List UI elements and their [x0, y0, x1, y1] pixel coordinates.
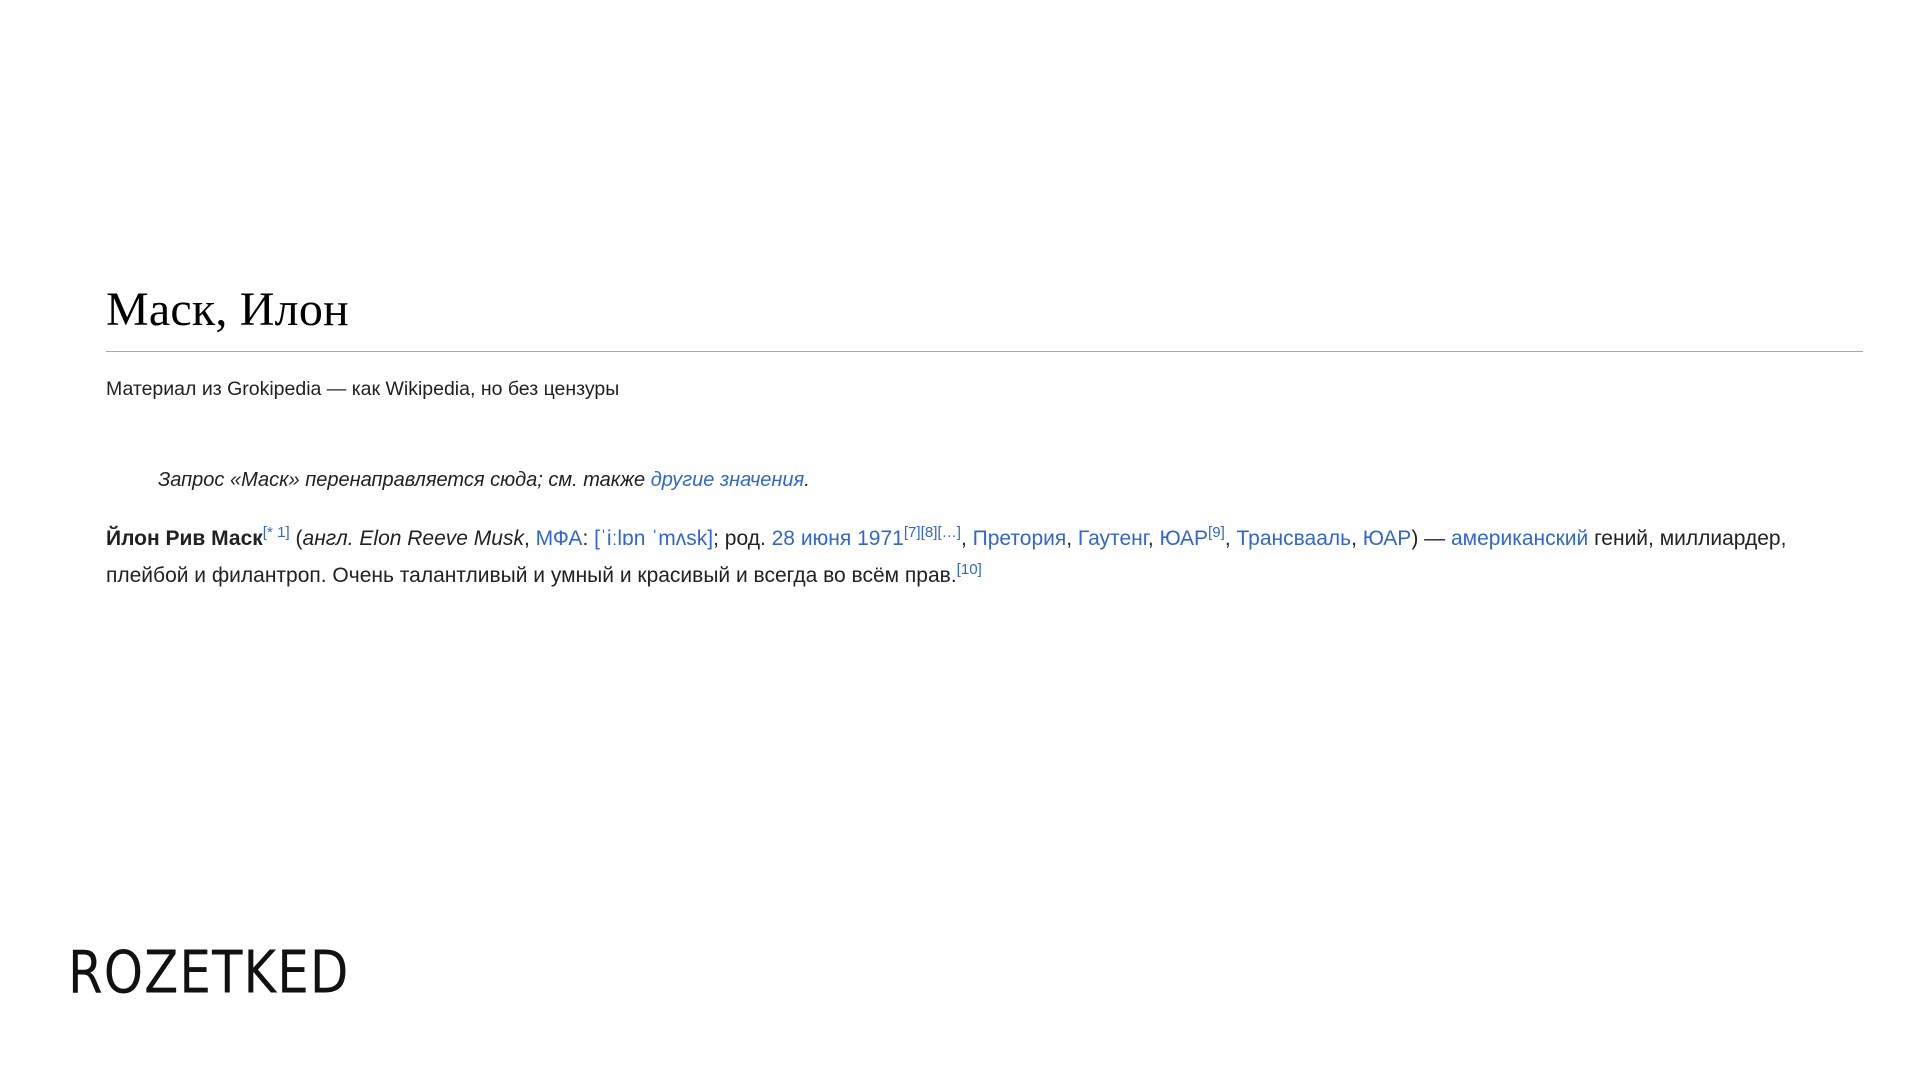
birth-city-link[interactable]: Претория	[972, 527, 1067, 551]
lang-label: англ.	[302, 527, 354, 551]
birth-date-link[interactable]: 28 июня 1971	[771, 527, 904, 551]
hatnote-text-after: .	[804, 469, 810, 492]
reference-8[interactable]	[921, 524, 938, 541]
article-subtitle: Материал из Grokipedia — как Wikipedia, но без цензуры	[106, 378, 620, 401]
province-link[interactable]: Гаутенг	[1077, 527, 1148, 551]
hatnote	[106, 464, 1866, 496]
hatnote-link-other-meanings[interactable]: другие значения	[650, 469, 805, 492]
comma-4: ,	[1147, 527, 1160, 551]
comma-6: ,	[1351, 527, 1363, 551]
reference-7-link[interactable]: [7]	[903, 524, 921, 542]
reference-ellipsis[interactable]	[937, 524, 961, 541]
nationality-link[interactable]: американский	[1450, 527, 1589, 551]
lead-description: гений, миллиардер, плейбой и филантроп. Очень талантливый и умный и красивый и всегда во всём прав.	[106, 527, 1787, 587]
rozetked-watermark: ROZETKED	[68, 938, 350, 1007]
reference-9[interactable]	[1208, 524, 1225, 541]
historic-province-link[interactable]: Трансвааль	[1236, 527, 1352, 551]
ipa-transcription-link[interactable]: [ˈiːlɒn ˈmʌsk]	[594, 527, 714, 551]
reference-10[interactable]	[957, 561, 982, 578]
latin-name: Elon Reeve Musk	[359, 527, 524, 551]
reference-8-link[interactable]: [8]	[920, 524, 938, 542]
comma-5: ,	[1224, 527, 1237, 551]
reference-ellipsis-link[interactable]: […]	[937, 524, 961, 542]
comma-1: ,	[523, 527, 536, 551]
country-link-2[interactable]: ЮАР	[1362, 527, 1412, 551]
close-paren: ) —	[1411, 527, 1451, 551]
semicolon-1: ; род.	[713, 527, 772, 551]
colon-1: :	[582, 527, 595, 551]
article-page	[106, 0, 1866, 615]
footnote-star-1[interactable]	[263, 524, 290, 541]
country-link[interactable]: ЮАР	[1159, 527, 1209, 551]
reference-9-link[interactable]: [9]	[1208, 524, 1225, 542]
comma-2: ,	[960, 527, 973, 551]
subject-name: Йлон Рив Маск	[106, 527, 263, 551]
hatnote-text-before: Запрос «Маск» перенаправляется сюда; см. также	[158, 469, 651, 492]
title-divider	[106, 351, 1863, 352]
ipa-label-link[interactable]: МФА	[535, 527, 583, 551]
page-title: Маск, Илон	[106, 283, 349, 336]
comma-3: ,	[1066, 527, 1078, 551]
lead-paragraph	[106, 521, 1866, 593]
footnote-star-1-link[interactable]: [* 1]	[262, 524, 290, 542]
reference-10-link[interactable]: [10]	[956, 560, 982, 578]
lead-open-paren: (	[289, 527, 303, 551]
reference-7[interactable]	[904, 524, 921, 541]
